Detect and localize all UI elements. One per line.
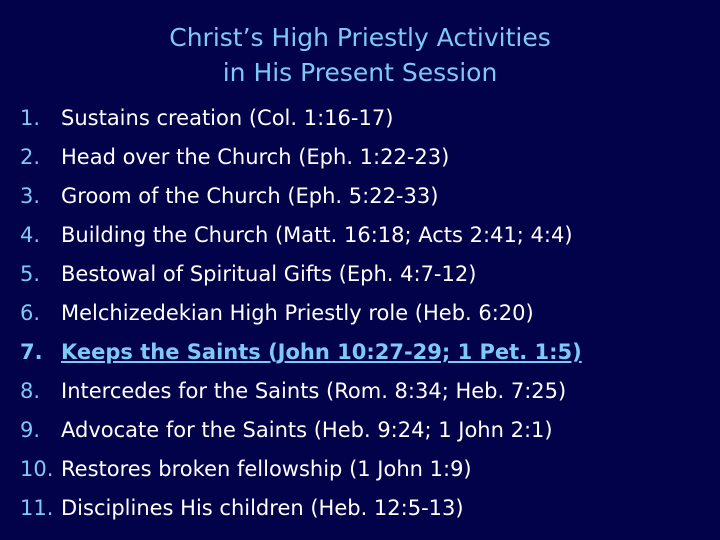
- list-item-number: 4.: [20, 223, 41, 247]
- list-item-text: Disciplines His children (Heb. 12:5-13): [61, 496, 464, 520]
- list-item-number: 11.: [20, 496, 54, 520]
- list-item: [20, 491, 710, 530]
- list-item-text: Building the Church (Matt. 16:18; Acts 2:41; 4:4): [61, 223, 573, 247]
- list-item: [20, 140, 710, 179]
- list-item: [20, 257, 710, 296]
- title-line-1: Christ’s High Priestly Activities: [169, 23, 551, 52]
- list-item-number: 6.: [20, 301, 41, 325]
- list-item-number: 2.: [20, 145, 41, 169]
- list-item-number: 10.: [20, 457, 54, 481]
- list-item-number: 8.: [20, 379, 41, 403]
- title-line-2: in His Present Session: [222, 58, 498, 87]
- list-item-number: 1.: [20, 106, 41, 130]
- list-item: [20, 452, 710, 491]
- list-item-text: Melchizedekian High Priestly role (Heb. 6:20): [61, 301, 534, 325]
- list-item-text: Sustains creation (Col. 1:16-17): [61, 106, 394, 130]
- list-item-number: 9.: [20, 418, 41, 442]
- list-item: [20, 218, 710, 257]
- list-item-number: 3.: [20, 184, 41, 208]
- list-item-text: Intercedes for the Saints (Rom. 8:34; Heb. 7:25): [61, 379, 567, 403]
- slide-title: [0, 20, 720, 90]
- list-item: [20, 374, 710, 413]
- list-item: [20, 413, 710, 452]
- list-item: [20, 179, 710, 218]
- list-item-text: Head over the Church (Eph. 1:22-23): [61, 145, 450, 169]
- activities-list: [20, 101, 710, 530]
- list-item-text: Groom of the Church (Eph. 5:22-33): [61, 184, 439, 208]
- list-item: [20, 296, 710, 335]
- list-item: [20, 101, 710, 140]
- list-item-text: Bestowal of Spiritual Gifts (Eph. 4:7-12): [61, 262, 477, 286]
- list-item-highlighted: [20, 335, 710, 374]
- list-item-text: Advocate for the Saints (Heb. 9:24; 1 John 2:1): [61, 418, 553, 442]
- list-item-number: 7.: [20, 340, 43, 364]
- list-item-text: Restores broken fellowship (1 John 1:9): [61, 457, 472, 481]
- list-item-text: Keeps the Saints (John 10:27-29; 1 Pet. 1:5): [61, 340, 582, 364]
- list-item-number: 5.: [20, 262, 41, 286]
